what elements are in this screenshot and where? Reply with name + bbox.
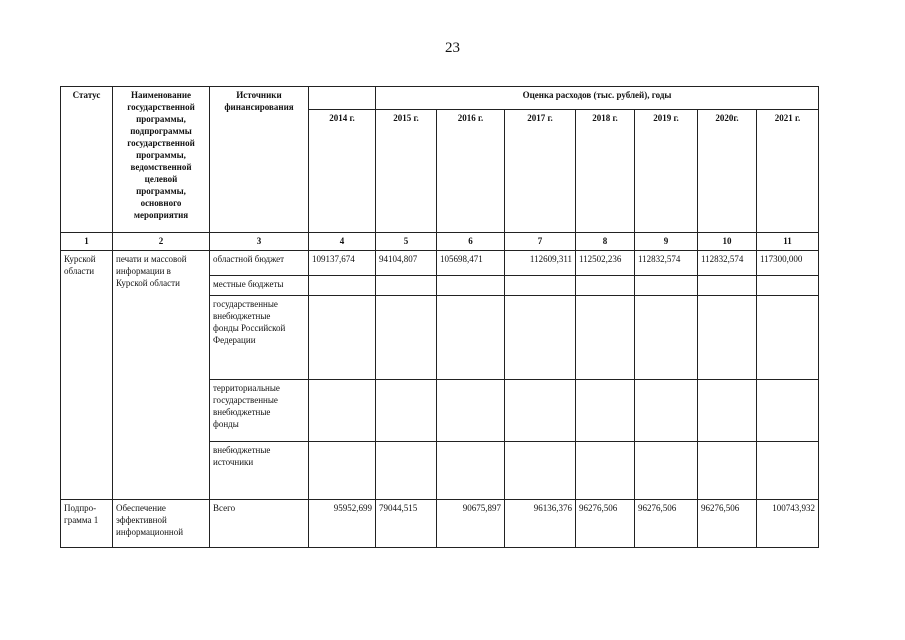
row-source: государственные внебюджетные фонды Российской Федерации: [210, 296, 309, 380]
header-year: 2017 г.: [505, 110, 576, 233]
table-row: [61, 251, 819, 276]
row-value: [576, 380, 635, 442]
row-value: [576, 296, 635, 380]
row-value: [576, 276, 635, 296]
row-value: [698, 296, 757, 380]
row-value: [635, 276, 698, 296]
row-value: 79044,515: [376, 500, 437, 548]
header-year: 2020г.: [698, 110, 757, 233]
column-number: 4: [309, 233, 376, 251]
row-value: [635, 442, 698, 500]
row-value: 96276,506: [635, 500, 698, 548]
row-name: Обеспечение эффективной информационной: [113, 500, 210, 548]
row-value: [576, 442, 635, 500]
header-sources: Источники финансирования: [210, 87, 309, 233]
page-number: 23: [445, 40, 460, 56]
row-value: [757, 380, 819, 442]
row-value: [635, 380, 698, 442]
row-value: 109137,674: [309, 251, 376, 276]
column-number: 6: [437, 233, 505, 251]
header-year: 2018 г.: [576, 110, 635, 233]
header-empty-cell: [309, 87, 376, 110]
column-number: 1: [61, 233, 113, 251]
header-expenses: Оценка расходов (тыс. рублей), годы: [376, 87, 819, 110]
row-source: Всего: [210, 500, 309, 548]
row-value: [505, 276, 576, 296]
header-status: Статус: [61, 87, 113, 233]
header-year: 2016 г.: [437, 110, 505, 233]
row-value: 112609,311: [505, 251, 576, 276]
row-value: 112832,574: [635, 251, 698, 276]
row-value: [376, 380, 437, 442]
row-value: [505, 296, 576, 380]
row-source: местные бюджеты: [210, 276, 309, 296]
row-value: [505, 380, 576, 442]
row-status: Курской области: [61, 251, 113, 500]
row-value: [635, 296, 698, 380]
row-value: [437, 296, 505, 380]
column-number: 3: [210, 233, 309, 251]
column-number: 5: [376, 233, 437, 251]
row-value: [505, 442, 576, 500]
row-value: [437, 442, 505, 500]
row-value: 105698,471: [437, 251, 505, 276]
row-value: [309, 276, 376, 296]
row-value: 100743,932: [757, 500, 819, 548]
row-value: 94104,807: [376, 251, 437, 276]
header-year: 2019 г.: [635, 110, 698, 233]
row-value: [309, 296, 376, 380]
row-value: [757, 276, 819, 296]
row-value: [309, 442, 376, 500]
row-value: [376, 296, 437, 380]
row-value: [757, 296, 819, 380]
row-value: [309, 380, 376, 442]
row-value: 96276,506: [698, 500, 757, 548]
row-value: [698, 276, 757, 296]
column-number: 11: [757, 233, 819, 251]
row-value: [376, 442, 437, 500]
row-value: 96276,506: [576, 500, 635, 548]
row-value: 112832,574: [698, 251, 757, 276]
column-number: 8: [576, 233, 635, 251]
column-number: 9: [635, 233, 698, 251]
column-number: 2: [113, 233, 210, 251]
row-value: 112502,236: [576, 251, 635, 276]
row-value: [698, 380, 757, 442]
row-value: 96136,376: [505, 500, 576, 548]
row-value: 117300,000: [757, 251, 819, 276]
column-number: 10: [698, 233, 757, 251]
budget-table: [60, 86, 819, 548]
row-value: 95952,699: [309, 500, 376, 548]
row-source: областной бюджет: [210, 251, 309, 276]
row-value: [437, 380, 505, 442]
row-value: [757, 442, 819, 500]
header-year: 2015 г.: [376, 110, 437, 233]
column-number: 7: [505, 233, 576, 251]
row-value: [437, 276, 505, 296]
row-status: Подпро- грамма 1: [61, 500, 113, 548]
header-year: 2014 г.: [309, 110, 376, 233]
row-source: территориальные государственные внебюджетные фонды: [210, 380, 309, 442]
row-value: 90675,897: [437, 500, 505, 548]
header-name: Наименование государственной программы, подпрограммы государственной программы, ведомственной целевой программы, основного мероприятия: [113, 87, 210, 233]
header-year: 2021 г.: [757, 110, 819, 233]
row-value: [376, 276, 437, 296]
row-value: [698, 442, 757, 500]
table-row: [61, 500, 819, 548]
row-name: печати и массовой информации в Курской области: [113, 251, 210, 500]
row-source: внебюджетные источники: [210, 442, 309, 500]
